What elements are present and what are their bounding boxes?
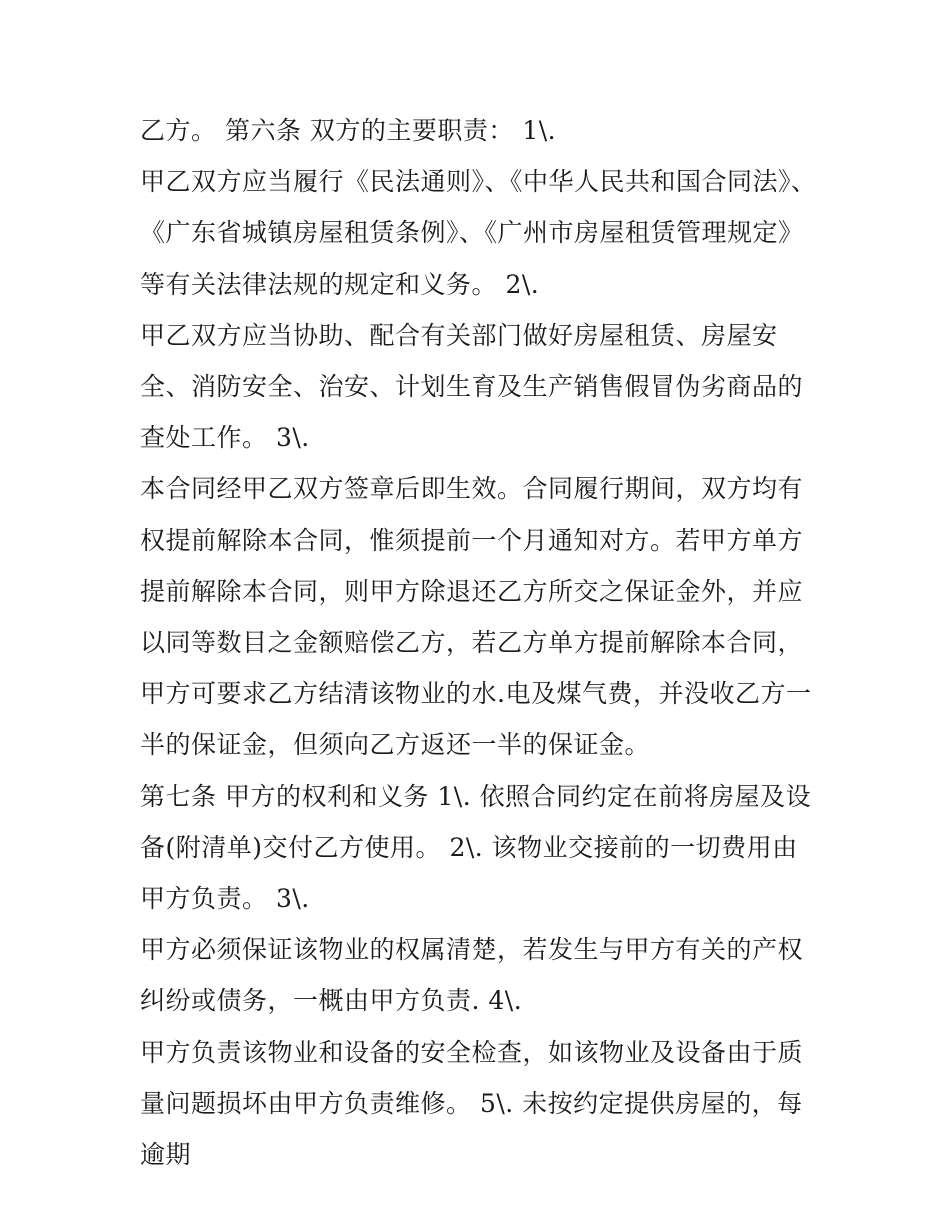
- paragraph-duty-2: 甲乙双方应当协助、配合有关部门做好房屋租赁、房屋安全、消防安全、治安、计划生育及生产销售假冒伪劣商品的查处工作。 3\.: [140, 320, 804, 453]
- document-body: [140, 105, 820, 1180]
- paragraph-duty-3: 本合同经甲乙双方签章后即生效。合同履行期间，双方均有权提前解除本合同，惟须提前一个月通知对方。若甲方单方提前解除本合同，则甲方除退还乙方所交之保证金外，并应以同等数目之金额赔偿乙方，若乙方单方提前解除本合同，甲方可要求乙方结清该物业的水.电及煤气费，并没收乙方一半的保证金，但须向乙方返还一半的保证金。: [140, 474, 812, 760]
- paragraph-duty-1: 甲乙双方应当履行《民法通则》、《中华人民共和国合同法》、《广东省城镇房屋租赁条例》、《广州市房屋租赁管理规定》等有关法律法规的规定和义务。 2\.: [140, 167, 817, 299]
- paragraph-article-6-heading: 乙方。 第六条 双方的主要职责： 1\.: [140, 116, 557, 145]
- paragraph-article-7-heading: 第七条 甲方的权利和义务 1\. 依照合同约定在前将房屋及设备(附清单)交付乙方使用。 2\. 该物业交接前的一切费用由甲方负责。 3\.: [140, 781, 812, 914]
- paragraph-landlord-duty-3: 甲方必须保证该物业的权属清楚，若发生与甲方有关的产权纠纷或债务，一概由甲方负责. 4\.: [140, 935, 804, 1016]
- paragraph-landlord-duty-4: 甲方负责该物业和设备的安全检查，如该物业及设备由于质量问题损坏由甲方负责维修。 5\. 未按约定提供房屋的，每逾期: [140, 1037, 804, 1170]
